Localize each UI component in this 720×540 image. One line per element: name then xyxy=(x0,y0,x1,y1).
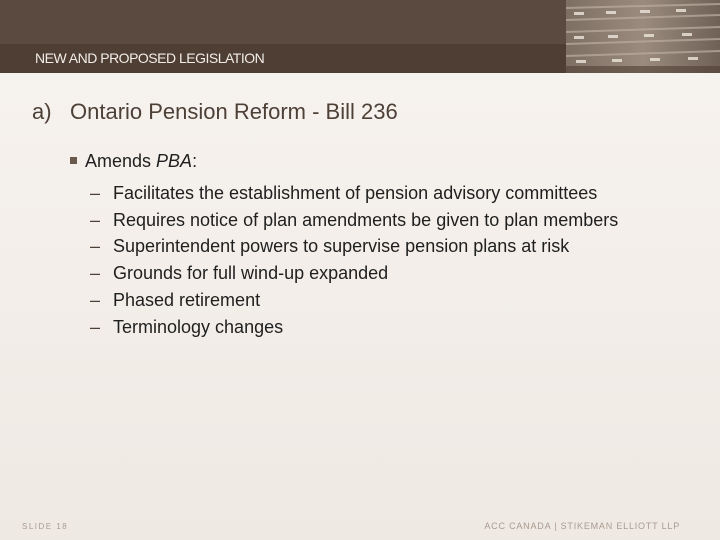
list-item-text: Facilitates the establishment of pension advisory committees xyxy=(113,183,598,203)
list-item-text: Grounds for full wind-up expanded xyxy=(113,263,389,283)
heading-number: a) xyxy=(32,99,52,124)
square-bullet-icon xyxy=(70,157,77,164)
bullet-suffix: : xyxy=(192,151,198,171)
bullet-item xyxy=(70,151,197,172)
dash-icon: – xyxy=(90,183,101,203)
dash-icon: – xyxy=(90,317,101,337)
dash-icon: – xyxy=(90,263,101,283)
list-item xyxy=(90,314,690,341)
dash-icon: – xyxy=(90,290,101,310)
dash-icon: – xyxy=(90,236,101,256)
footer-org: ACC CANADA | STIKEMAN ELLIOTT LLP xyxy=(484,521,680,531)
list-item xyxy=(90,233,690,260)
slide-number: SLIDE 18 xyxy=(22,522,69,531)
list-item-text: Phased retirement xyxy=(113,290,261,310)
bullet-emphasis: PBA xyxy=(156,151,193,171)
list-item-text: Terminology changes xyxy=(113,317,284,337)
section-title: NEW AND PROPOSED LEGISLATION xyxy=(35,50,265,66)
bullet-prefix: Amends xyxy=(85,151,157,171)
slide-heading xyxy=(32,99,398,125)
list-item xyxy=(90,207,633,233)
list-item xyxy=(90,260,690,287)
sub-bullet-list xyxy=(90,180,690,341)
list-item xyxy=(90,180,690,207)
heading-title: Ontario Pension Reform - Bill 236 xyxy=(70,99,398,124)
list-item xyxy=(90,287,690,314)
list-item-text: Superintendent powers to supervise pension plans at risk xyxy=(113,236,570,256)
list-item-text: Requires notice of plan amendments be given to plan members xyxy=(113,210,619,230)
building-photo-icon xyxy=(566,0,720,73)
dash-icon: – xyxy=(90,210,101,230)
